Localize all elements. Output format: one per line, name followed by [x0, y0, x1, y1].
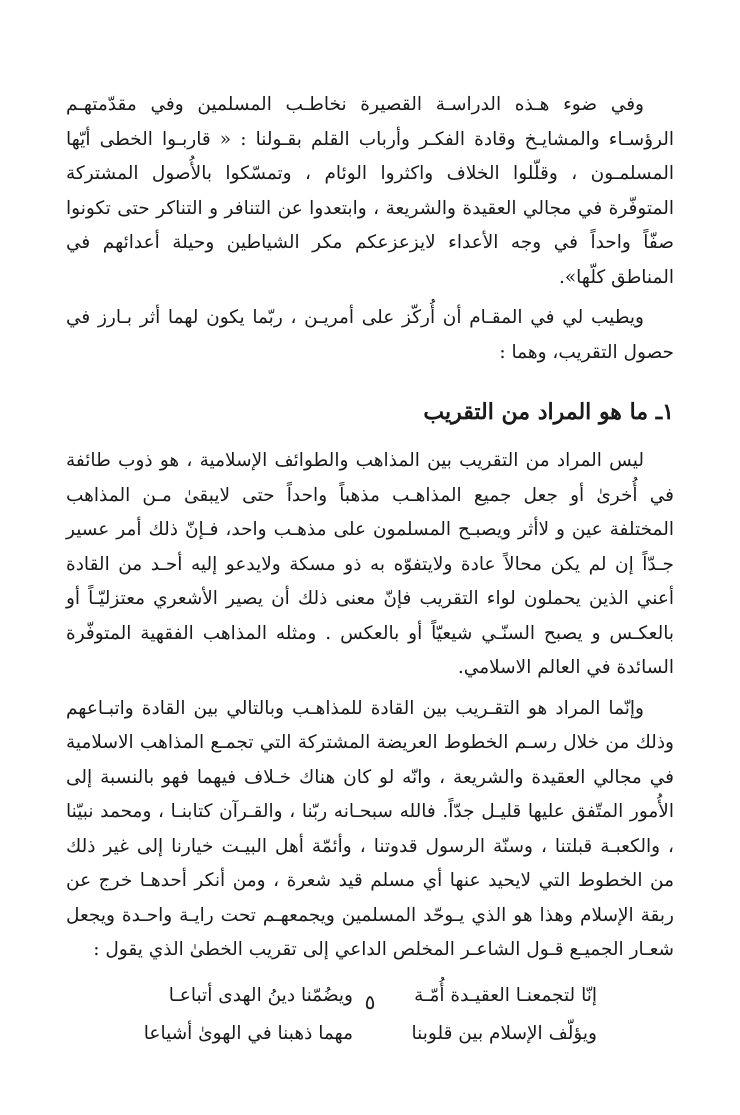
poem [66, 978, 674, 1052]
section-paragraph-2: وإنّما المراد هو التقـريب بين القادة للمذاهـب وبالتالي بين القادة واتبـاعهم وذلك من خلال رسـم الخطوط العريضة المشتركة التي تجمـع المذاهب الاسلامية في مجالي العقيدة والشريعة ، وانّه لو كان هناك خـلاف فيهما فهو بالنسبة إلى الأُمور المتّفق عليها قليـل جدّاً. فالله سبحـانه ربّنا ، والقـرآن كتابنـا ، ومحمد نبيّنا ، والكعبـة قبلتنا ، وسنّة الرسول قدوتنا ، وأئمّة أهل البيـت خيارنا إلى غير ذلك من الخطوط التي لايحيد عنها أي مسلم قيد شعرة ، ومن أنكر أحدهـا خرج عن ربقة الإسلام وهذا هو الذي يـوحّد المسلمين ويجمعهـم تحت رايـة واحـدة ويجعل شعـار الجميـع قـول الشاعـر المخلص الداعي إلى تقريب الخطىٰ الذي يقول : [66, 697, 674, 960]
poem-verse-2 [66, 1016, 674, 1052]
poem-verse-2-second-hemistich: مهما ذهبنا في الهوىٰ أشياعا [143, 1022, 353, 1044]
poem-verse-1-first-hemistich: إنّا لتجمعنـا العقيـدة أُمّـة [414, 984, 597, 1006]
section-paragraph-1: ليس المراد من التقريب بين المذاهب والطوائف الإسلامية ، هو ذوب طائفة في أُخرىٰ أو جعل جميع المذاهـب مذهباً واحداً حتى لايبقىٰ مـن المذاهب المختلفة عين و لاأثر ويصبـح المسلمون على مذهـب واحد، فـإنّ ذلك أمر عسير جـدّاً إن لم يكن محالاً عادة ولايتفوّه به ذو مسكة ولايدعو إليه أحـد من القادة أعني الذين يحملون لواء التقريب فإنّ معنى ذلك أن يصير الأشعري معتزليّـاً أو بالعكـس و يصبح السنّـي شيعيّاً أو بالعكس . ومثله المذاهب الفقهية المتوفّرة السائدة في العالم الاسلامي. [66, 450, 674, 678]
intro-paragraph-1: وفي ضوء هـذه الدراسـة القصيرة نخاطـب المسلمين وفي مقدّمتهـم الرؤسـاء والمشايـخ وقادة الفكـر وأرباب القلم بقـولنا : « قاربـوا الخطى أيّها المسلمـون ، وقلّلوا الخلاف واكثروا الوئام ، وتمسّكوا بالأُصول المشتركة المتوفّرة في مجالي العقيدة والشريعة ، وابتعدوا عن التنافر و التناكر حتى تكونوا صفّاً واحداً في وجه الأعداء لايزعزعكم مكر الشياطين وحيلة أعدائهم في المناطق كلّها». [66, 94, 674, 288]
intro-paragraph-2: ويطيب لي في المقـام أن أُركّز على أمريـن ، ربّما يكون لهما أثر بـارز في حصول التقريب، وهما : [66, 307, 674, 363]
page-number: ٥ [364, 990, 376, 1014]
section-heading: ١ـ ما هو المراد من التقريب [423, 399, 674, 425]
poem-verse-2-first-hemistich: ويؤلّف الإسلام بين قلوبنا [411, 1022, 597, 1044]
poem-verse-1-second-hemistich: ويضُمّنا دينُ الهدى أتباعـا [168, 984, 353, 1006]
